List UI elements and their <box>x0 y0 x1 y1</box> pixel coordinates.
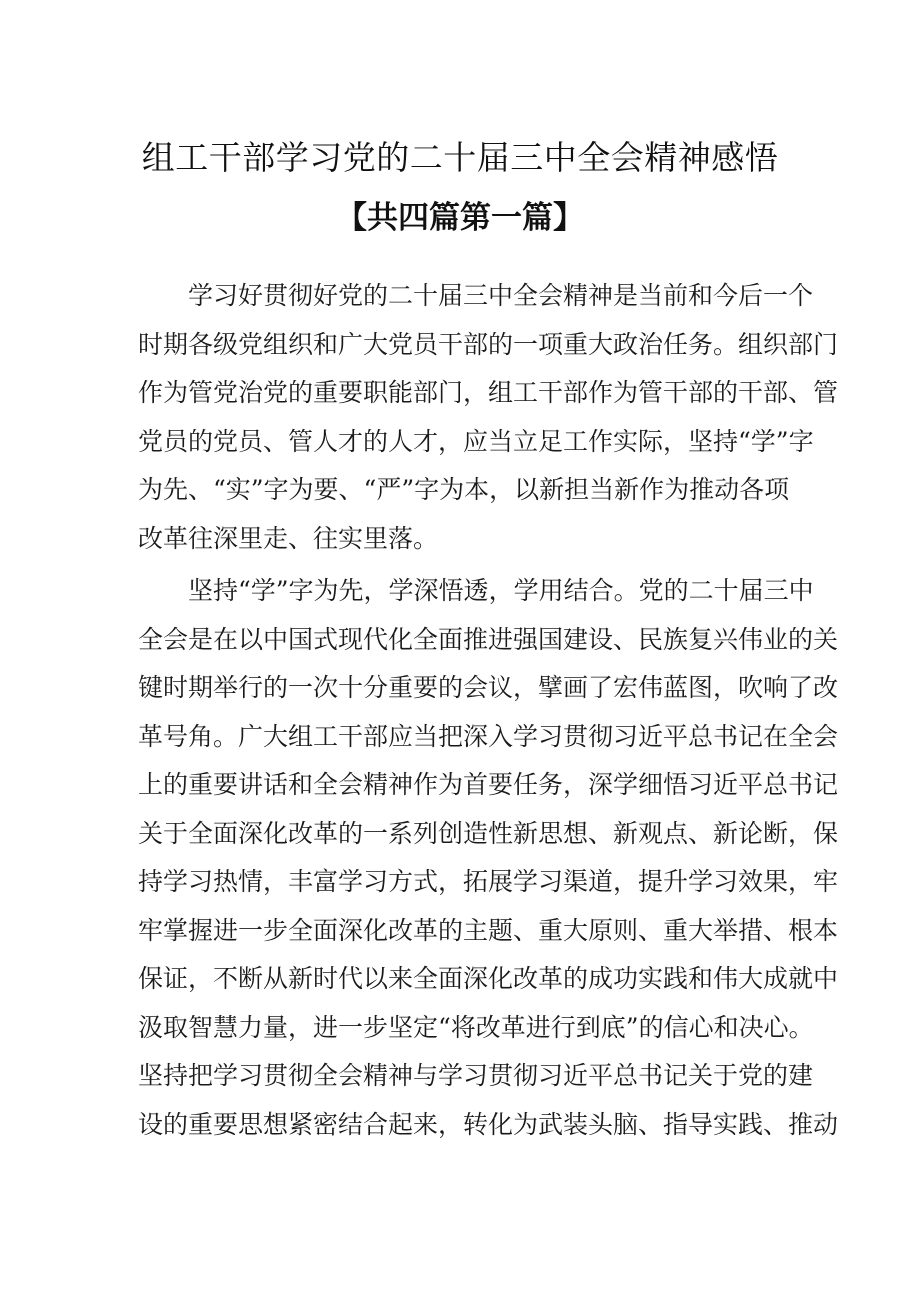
paragraph-line: 持学习热情，丰富学习方式，拓展学习渠道，提升学习效果，牢 <box>138 867 839 896</box>
paragraph-line: 设的重要思想紧密结合起来，转化为武装头脑、指导实践、推动 <box>138 1109 839 1139</box>
paragraph-line: 全会是在以中国式现代化全面推进强国建设、民族复兴伟业的关 <box>138 624 839 654</box>
paragraph-line: 改革往深里走、往实里落。 <box>138 523 439 553</box>
paragraph-line: 关于全面深化改革的一系列创造性新思想、新观点、新论断，保 <box>138 818 839 848</box>
paragraph-line: 坚持把学习贯彻全会精神与学习贯彻习近平总书记关于党的建 <box>138 1061 814 1090</box>
paragraph-line: 党员的党员、管人才的人才，应当立足工作实际，坚持“学”字 <box>138 426 814 456</box>
paragraph-line: 时期各级党组织和广大党员干部的一项重大政治任务。组织部门 <box>138 329 839 359</box>
document-title: 组工干部学习党的二十届三中全会精神感悟 <box>141 138 779 177</box>
paragraph-line: 革号角。广大组工干部应当把深入学习贯彻习近平总书记在全会 <box>138 721 839 751</box>
paragraph-line: 上的重要讲话和全会精神作为首要任务，深学细悟习近平总书记 <box>138 770 839 799</box>
paragraph-line: 为先、“实”字为要、“严”字为本，以新担当新作为推动各项 <box>138 475 790 504</box>
paragraph-line: 汲取智慧力量，进一步坚定“将改革进行到底”的信心和决心。 <box>138 1012 814 1042</box>
document-subtitle: 【共四篇第一篇】 <box>336 200 584 236</box>
paragraph-line: 保证，不断从新时代以来全面深化改革的成功实践和伟大成就中 <box>138 964 839 993</box>
paragraph-line: 作为管党治党的重要职能部门，组工干部作为管干部的干部、管 <box>138 378 839 407</box>
paragraph-line: 牢掌握进一步全面深化改革的主题、重大原则、重大举措、根本 <box>138 915 839 945</box>
document-body <box>138 272 839 1149</box>
paragraph-1 <box>138 272 839 563</box>
paragraph-line: 坚持“学”字为先，学深悟透，学用结合。党的二十届三中 <box>188 576 814 605</box>
paragraph-line: 学习好贯彻好党的二十届三中全会精神是当前和今后一个 <box>188 281 814 310</box>
paragraph-line: 键时期举行的一次十分重要的会议，擘画了宏伟蓝图，吹响了改 <box>138 673 839 702</box>
paragraph-2 <box>138 567 839 1149</box>
